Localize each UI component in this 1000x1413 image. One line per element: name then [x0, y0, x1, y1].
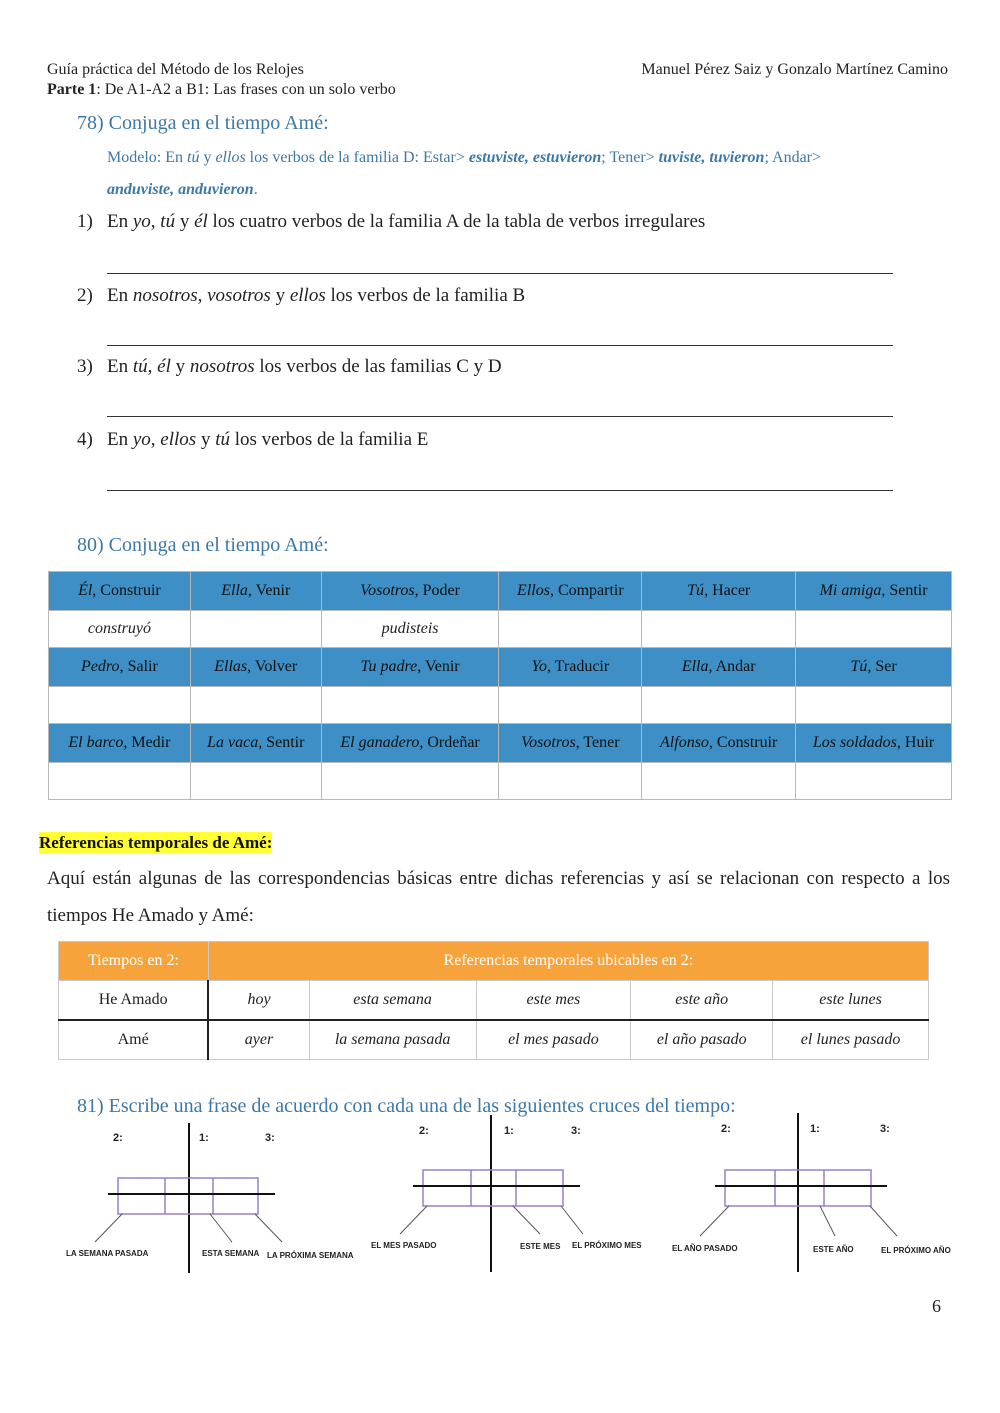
- answer-cell[interactable]: [49, 687, 191, 724]
- prompt-subject: Ellos: [517, 582, 550, 599]
- question-pronoun: nosotros: [189, 356, 255, 377]
- question-number: 3): [77, 356, 93, 377]
- prompt-cell: [499, 648, 642, 687]
- pointer-arrow: [210, 1214, 232, 1242]
- prompt-verb: , Ser: [867, 658, 897, 675]
- prompt-cell: [49, 648, 191, 687]
- reference-cell: este mes: [476, 981, 631, 1021]
- answer-cell[interactable]: construyó: [49, 611, 191, 648]
- prompt-verb: , Ordeñar: [419, 734, 480, 751]
- prompt-verb: , Tener: [575, 734, 620, 751]
- prompt-subject: Alfonso: [660, 734, 709, 751]
- prompt-verb: , Poder: [414, 582, 460, 599]
- answer-cell[interactable]: [321, 687, 499, 724]
- prompt-cell: [321, 648, 499, 687]
- references-header-row: [59, 942, 929, 981]
- model-answer: anduviste, anduvieron: [107, 181, 254, 198]
- part-text: : De A1-A2 a B1: Las frases con un solo verbo: [96, 81, 396, 98]
- diagram-label-3: 3:: [880, 1123, 890, 1135]
- part-line: [47, 81, 396, 99]
- prompt-subject: Ellas: [214, 658, 248, 675]
- pointer-arrow: [700, 1206, 729, 1236]
- question-text: los cuatro verbos de la familia A de la tabla de verbos irregulares: [207, 211, 706, 232]
- prompt-verb: , Traducir: [546, 658, 610, 675]
- time-cross-diagram-week: [60, 1118, 360, 1278]
- prompt-subject: Ella: [681, 658, 709, 675]
- question-number: 4): [77, 429, 93, 450]
- prompt-subject: El ganadero: [340, 734, 420, 751]
- answer-cell[interactable]: [796, 763, 952, 800]
- prompt-cell: [190, 648, 321, 687]
- answer-cell[interactable]: [190, 611, 321, 648]
- reference-cell: este año: [631, 981, 773, 1021]
- diagram-left-label: EL AÑO PASADO: [672, 1244, 738, 1253]
- prompt-subject: Pedro: [81, 658, 120, 675]
- answer-cell[interactable]: [642, 687, 796, 724]
- tense-cell: Amé: [59, 1020, 209, 1060]
- answer-cell[interactable]: [49, 763, 191, 800]
- question-text: y: [170, 356, 190, 377]
- question-text: y: [196, 429, 216, 450]
- diagram-right-label: LA PRÓXIMA SEMANA: [267, 1251, 354, 1260]
- pointer-arrow: [255, 1214, 282, 1242]
- diagram-mid-label: ESTA SEMANA: [202, 1249, 260, 1258]
- reference-cell: el mes pasado: [476, 1020, 631, 1060]
- conjugation-table: [48, 571, 952, 800]
- answer-cell[interactable]: [499, 763, 642, 800]
- model-answer: estuviste, estuvieron: [468, 149, 602, 166]
- prompt-verb: , Compartir: [549, 582, 624, 599]
- prompt-verb: , Hacer: [704, 582, 751, 599]
- question-pronoun: vosotros: [207, 285, 271, 306]
- diagram-label-1: 1:: [504, 1125, 514, 1137]
- model-text: ; Tener>: [601, 149, 659, 166]
- prompt-subject: Tú: [850, 658, 868, 675]
- prompt-cell: [49, 572, 191, 611]
- question-pronoun: tú: [160, 211, 176, 232]
- exercise-78-number: 78): [77, 112, 104, 134]
- page-number: 6: [932, 1296, 941, 1316]
- exercise-81-title: Escribe una frase de acuerdo con cada una de las siguientes cruces del tiempo:: [108, 1095, 736, 1117]
- prompt-verb: , Construir: [92, 582, 161, 599]
- question-text: ,: [197, 285, 208, 306]
- references-paragraph: Aquí están algunas de las correspondencias básicas entre dichas referencias y así se relacionan con respecto a los tiempos He Amado y Amé:: [47, 868, 950, 926]
- prompt-verb: , Huir: [896, 734, 935, 751]
- answer-row: [49, 687, 952, 724]
- question-text: En: [107, 285, 133, 306]
- tenses-header: Tiempos en 2:: [59, 942, 209, 981]
- diagram-left-label: LA SEMANA PASADA: [66, 1249, 149, 1258]
- question-text: y: [175, 211, 195, 232]
- prompt-cell: [499, 724, 642, 763]
- reference-cell: el año pasado: [631, 1020, 773, 1060]
- prompt-verb: , Venir: [417, 658, 460, 675]
- prompt-cell: [796, 648, 952, 687]
- time-cross-diagram-month: [365, 1112, 655, 1277]
- exercise-78-heading: [77, 112, 329, 135]
- question-pronoun: ellos: [160, 429, 197, 450]
- answer-cell[interactable]: [321, 763, 499, 800]
- references-heading-wrap: [39, 833, 272, 853]
- prompt-subject: Los soldados: [812, 734, 897, 751]
- reference-cell: el lunes pasado: [773, 1020, 929, 1060]
- question-pronoun: yo: [132, 211, 151, 232]
- references-row: [59, 1020, 929, 1060]
- diagram-label-3: 3:: [571, 1125, 581, 1137]
- reference-cell: esta semana: [309, 981, 476, 1021]
- exercise-81-number: 81): [77, 1095, 104, 1117]
- question-text: ,: [150, 211, 161, 232]
- pointer-arrow: [561, 1206, 583, 1234]
- prompt-subject: Él: [78, 582, 93, 599]
- diagram-label-3: 3:: [265, 1132, 275, 1144]
- references-heading: Referencias temporales de Amé:: [39, 833, 273, 852]
- question-pronoun: nosotros: [132, 285, 198, 306]
- diagram-mid-label: ESTE AÑO: [813, 1245, 854, 1254]
- pointer-arrow: [870, 1206, 897, 1236]
- question-pronoun: tú: [132, 356, 148, 377]
- references-row: [59, 981, 929, 1021]
- prompt-row: [49, 724, 952, 763]
- model-text: y: [199, 149, 216, 166]
- question-number: 1): [77, 211, 93, 232]
- question-pronoun: él: [194, 211, 208, 232]
- model-answer: tuviste, tuvieron: [658, 149, 765, 166]
- answer-cell[interactable]: [796, 687, 952, 724]
- prompt-cell: [190, 572, 321, 611]
- question-text: En: [107, 211, 133, 232]
- prompt-cell: [642, 648, 796, 687]
- prompt-verb: , Sentir: [881, 582, 928, 599]
- answer-cell[interactable]: [642, 611, 796, 648]
- question-text: ,: [150, 429, 161, 450]
- model-text: .: [253, 181, 258, 198]
- exercise-80-heading: [77, 534, 329, 557]
- answer-cell[interactable]: [642, 763, 796, 800]
- answer-cell[interactable]: [190, 687, 321, 724]
- diagram-label-1: 1:: [810, 1123, 820, 1135]
- diagram-label-2: 2:: [721, 1123, 731, 1135]
- answer-cell[interactable]: [499, 611, 642, 648]
- question-pronoun: tú: [215, 429, 230, 450]
- prompt-cell: [642, 724, 796, 763]
- diagram-left-label: EL MES PASADO: [371, 1241, 437, 1250]
- prompt-row: [49, 648, 952, 687]
- part-label: Parte 1: [47, 81, 97, 98]
- question-text: ,: [147, 356, 158, 377]
- references-header: Referencias temporales ubicables en 2:: [208, 942, 928, 981]
- guide-title: Guía práctica del Método de los Relojes: [47, 61, 304, 78]
- answer-line-1[interactable]: [107, 273, 893, 274]
- prompt-verb: , Construir: [708, 734, 778, 751]
- question-1: [77, 211, 705, 233]
- answer-cell[interactable]: pudisteis: [321, 611, 499, 648]
- question-pronoun: yo: [132, 429, 151, 450]
- diagram-mid-label: ESTE MES: [520, 1242, 561, 1251]
- reference-cell: la semana pasada: [309, 1020, 476, 1060]
- diagram-label-1: 1:: [199, 1132, 209, 1144]
- question-4: [77, 429, 428, 451]
- exercise-80-title: Conjuga en el tiempo Amé:: [108, 534, 329, 556]
- answer-line-4[interactable]: [107, 490, 893, 491]
- diagram-right-label: EL PRÓXIMO AÑO: [881, 1246, 951, 1255]
- pointer-arrow: [513, 1206, 540, 1234]
- model-pronoun: tú: [187, 149, 200, 166]
- prompt-cell: [796, 572, 952, 611]
- answer-line-2[interactable]: [107, 345, 893, 346]
- prompt-verb: , Venir: [247, 582, 291, 599]
- prompt-verb: , Volver: [247, 658, 298, 675]
- diagram-label-2: 2:: [113, 1132, 123, 1144]
- answer-cell[interactable]: [190, 763, 321, 800]
- answer-row: [49, 611, 952, 648]
- answer-line-3[interactable]: [107, 416, 893, 417]
- prompt-subject: Yo: [531, 658, 547, 675]
- question-text: los verbos de la familia E: [229, 429, 429, 450]
- reference-cell: hoy: [208, 981, 309, 1021]
- prompt-cell: [796, 724, 952, 763]
- prompt-subject: Tú: [687, 582, 705, 599]
- prompt-cell: [642, 572, 796, 611]
- pointer-arrow: [820, 1206, 835, 1236]
- question-pronoun: ellos: [289, 285, 326, 306]
- exercise-78-model: [107, 142, 937, 206]
- prompt-subject: Mi amiga: [819, 582, 882, 599]
- question-pronoun: él: [157, 356, 171, 377]
- model-text: Modelo: En: [107, 149, 187, 166]
- authors: Manuel Pérez Saiz y Gonzalo Martínez Camino: [641, 61, 948, 78]
- prompt-verb: , Medir: [123, 734, 171, 751]
- pointer-arrow: [95, 1214, 122, 1242]
- model-pronoun: ellos: [215, 149, 246, 166]
- prompt-subject: Vosotros: [360, 582, 415, 599]
- exercise-80-number: 80): [77, 534, 104, 556]
- prompt-subject: El barco: [68, 734, 124, 751]
- prompt-subject: Ella: [221, 582, 248, 599]
- prompt-verb: , Salir: [119, 658, 158, 675]
- model-text: los verbos de la familia D: Estar>: [245, 149, 469, 166]
- model-text: ; Andar>: [764, 149, 822, 166]
- prompt-cell: [321, 724, 499, 763]
- prompt-subject: Tu padre: [360, 658, 418, 675]
- reference-cell: ayer: [208, 1020, 309, 1060]
- diagram-right-label: EL PRÓXIMO MES: [572, 1241, 642, 1250]
- question-number: 2): [77, 285, 93, 306]
- time-cross-diagram-year: [665, 1110, 960, 1275]
- tense-cell: He Amado: [59, 981, 209, 1021]
- prompt-cell: [321, 572, 499, 611]
- question-2: [77, 285, 525, 307]
- prompt-row: [49, 572, 952, 611]
- question-3: [77, 356, 502, 378]
- references-table: [58, 941, 929, 1060]
- time-box: [423, 1170, 563, 1206]
- question-text: En: [107, 429, 133, 450]
- question-text: los verbos de las familias C y D: [254, 356, 502, 377]
- prompt-cell: [49, 724, 191, 763]
- exercise-78-title: Conjuga en el tiempo Amé:: [108, 112, 329, 134]
- prompt-verb: , Sentir: [258, 734, 305, 751]
- prompt-subject: La vaca: [207, 734, 259, 751]
- answer-cell[interactable]: [499, 687, 642, 724]
- prompt-cell: [190, 724, 321, 763]
- pointer-arrow: [400, 1206, 427, 1234]
- reference-cell: este lunes: [773, 981, 929, 1021]
- question-text: En: [107, 356, 133, 377]
- diagram-label-2: 2:: [419, 1125, 429, 1137]
- question-text: los verbos de la familia B: [325, 285, 526, 306]
- prompt-verb: , Andar: [708, 658, 756, 675]
- prompt-cell: [499, 572, 642, 611]
- answer-row: [49, 763, 952, 800]
- question-text: y: [270, 285, 290, 306]
- answer-cell[interactable]: [796, 611, 952, 648]
- prompt-subject: Vosotros: [521, 734, 576, 751]
